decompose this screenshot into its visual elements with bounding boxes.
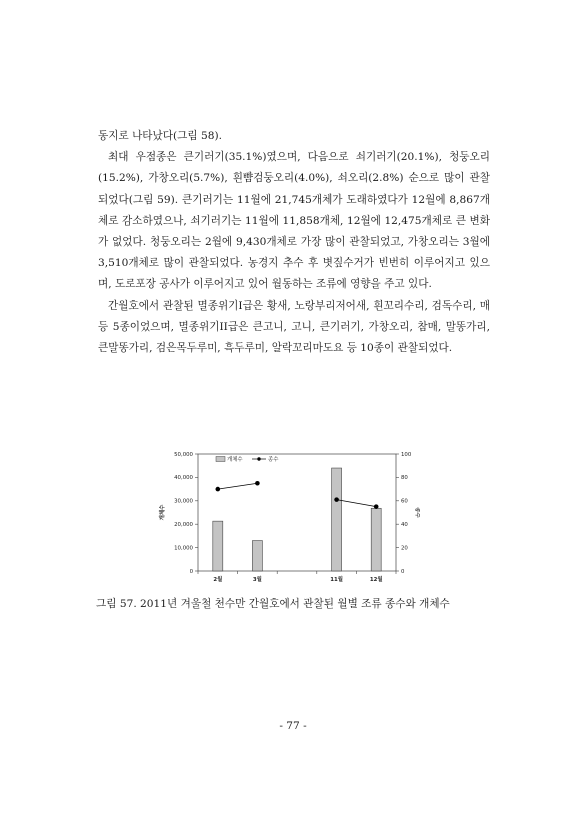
plot-area [198, 454, 396, 571]
legend-bar-swatch [216, 457, 225, 462]
x-axis-tick-label: 2월 [213, 577, 223, 583]
x-axis-tick-label: 3월 [252, 577, 262, 583]
paragraph-dominant-species: 최대 우점종은 큰기러기(35.1%)였으며, 다음으로 쇠기러기(20.1%), 청둥오리(15.2%), 가창오리(5.7%), 흰뺨검둥오리(4.0%), 쇠오리(2.8%) 순으로 많이 관찰되었다(그림 59). 큰기러기는 11월에 21,745개체가 도래하였다가 12월에 8,867개체로 감소하였으나, 쇠기러기는 11월에 11,858개체, 12월에 12,475개체로 큰 변화가 없었다. 청둥오리는 2월에 9,430개체로 가장 많이 관찰되었고, 가창오리는 3월에 3,510개체로 많이 관찰되었다. 농경지 추수 후 볏짚수거가 빈번히 이루어지고 있으며, 도로포장 공사가 이루어지고 있어 월동하는 조류에 영향을 주고 있다. [98, 151, 490, 291]
left-axis-tick-label: 20,000 [174, 522, 193, 528]
right-axis-title: 종수 [414, 507, 420, 518]
body-text [98, 126, 490, 359]
x-axis-tick-label: 11월 [330, 577, 343, 583]
bar-4 [332, 468, 342, 571]
left-axis-title: 개체수 [160, 504, 166, 521]
left-axis-tick-label: 40,000 [174, 475, 193, 482]
legend-line-marker [257, 457, 260, 460]
figure-57-chart [148, 444, 420, 596]
left-axis-tick-label: 10,000 [174, 545, 193, 552]
legend-line-label: 종수 [268, 456, 279, 463]
left-axis-tick-label: 0 [189, 568, 193, 575]
left-axis-tick-label: 30,000 [174, 498, 193, 505]
right-axis-tick-label: 60 [401, 498, 408, 505]
figure-caption: 그림 57. 2011년 겨울철 천수만 간월호에서 관찰된 월별 조류 종수와 개체수 [96, 598, 450, 610]
right-axis-tick-label: 100 [401, 451, 412, 458]
right-axis-tick-label: 20 [401, 545, 408, 552]
x-axis-tick-label: 12월 [369, 577, 383, 583]
bar-1 [213, 521, 223, 571]
right-axis-tick-label: 80 [401, 475, 408, 482]
right-axis-tick-label: 0 [401, 568, 405, 575]
left-axis-tick-label: 50,000 [174, 451, 193, 458]
bar-5 [371, 508, 381, 571]
bar-2 [252, 541, 262, 571]
species-point-5 [374, 504, 379, 509]
species-point-1 [216, 487, 221, 492]
legend-bar-label: 개체수 [227, 456, 243, 463]
species-line-segment [337, 500, 377, 507]
chart-svg [148, 444, 420, 596]
species-line-segment [218, 483, 258, 489]
page-number: - 77 - [279, 720, 307, 732]
line-continuation: 동지로 나타났다(그림 58). [98, 130, 222, 142]
species-point-2 [255, 481, 260, 486]
species-point-4 [334, 497, 339, 502]
paragraph-endangered-species: 간월호에서 관찰된 멸종위기I급은 황새, 노랑부리저어새, 흰꼬리수리, 검독수리, 매 등 5종이었으며, 멸종위기II급은 큰고니, 고니, 큰기러기, 가창오리, 참매, 말똥가리, 큰말똥가리, 검은목두루미, 흑두루미, 알락꼬리마도요 등 10종이 관찰되었다. [98, 299, 490, 355]
right-axis-tick-label: 40 [401, 522, 408, 528]
